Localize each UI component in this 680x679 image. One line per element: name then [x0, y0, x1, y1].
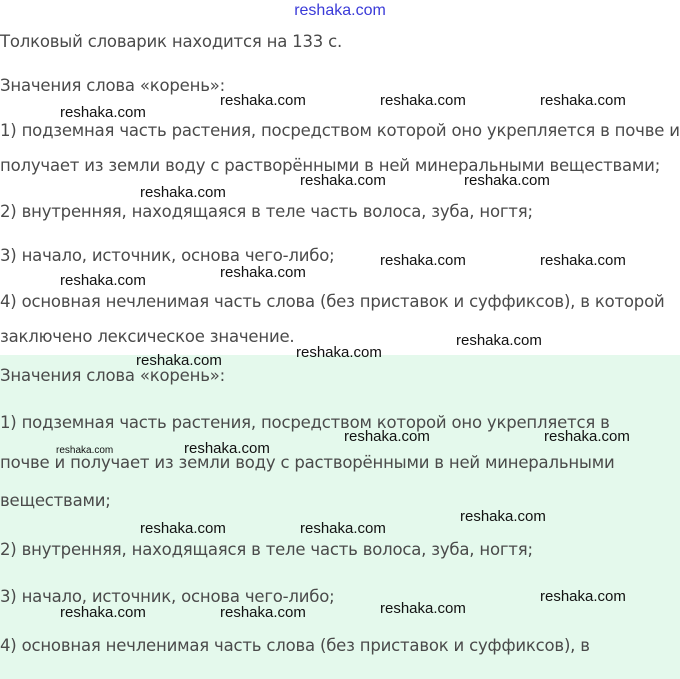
block2-meaning-1c: веществами; — [0, 491, 111, 510]
block1-meaning-1a: 1) подземная часть растения, посредством которой оно укрепляется в почве и — [0, 121, 680, 140]
watermark: reshaka.com — [220, 264, 306, 281]
watermark: reshaka.com — [140, 184, 226, 201]
watermark: reshaka.com — [220, 604, 306, 621]
watermark: reshaka.com — [380, 600, 466, 617]
intro-text: Толковый словарик находится на 133 с. — [0, 32, 343, 51]
watermark: reshaka.com — [456, 332, 542, 349]
block1-meaning-2: 2) внутренняя, находящаяся в теле часть волоса, зуба, ногтя; — [0, 202, 533, 221]
watermark: reshaka.com — [380, 252, 466, 269]
watermark: reshaka.com — [220, 92, 306, 109]
watermark: reshaka.com — [544, 428, 630, 445]
watermark: reshaka.com — [136, 352, 222, 369]
block1-heading: Значения слова «корень»: — [0, 76, 225, 95]
watermark: reshaka.com — [344, 428, 430, 445]
watermark: reshaka.com — [60, 604, 146, 621]
watermark: reshaka.com — [300, 172, 386, 189]
block2-meaning-3: 3) начало, источник, основа чего-либо; — [0, 587, 335, 606]
block2-meaning-2: 2) внутренняя, находящаяся в теле часть волоса, зуба, ногтя; — [0, 540, 533, 559]
watermark: reshaka.com — [56, 445, 114, 456]
block1-meaning-4b: заключено лексическое значение. — [0, 327, 295, 346]
block2-heading: Значения слова «корень»: — [0, 366, 225, 385]
watermark: reshaka.com — [540, 588, 626, 605]
watermark: reshaka.com — [540, 252, 626, 269]
watermark: reshaka.com — [460, 508, 546, 525]
block2-meaning-1b: почве и получает из земли воду с растворёнными в ней минеральными — [0, 453, 615, 472]
watermark: reshaka.com — [464, 172, 550, 189]
block1-meaning-3: 3) начало, источник, основа чего-либо; — [0, 246, 335, 265]
watermark: reshaka.com — [60, 272, 146, 289]
watermark: reshaka.com — [184, 440, 270, 457]
watermark: reshaka.com — [540, 92, 626, 109]
watermark: reshaka.com — [60, 104, 146, 121]
site-header-link[interactable]: reshaka.com — [294, 2, 386, 19]
block1-meaning-4a: 4) основная нечленимая часть слова (без приставок и суффиксов), в которой — [0, 292, 665, 311]
watermark: reshaka.com — [296, 344, 382, 361]
block2-meaning-4a: 4) основная нечленимая часть слова (без приставок и суффиксов), в — [0, 636, 590, 655]
answer-panel — [0, 355, 680, 679]
watermark: reshaka.com — [300, 520, 386, 537]
watermark: reshaka.com — [380, 92, 466, 109]
block2-meaning-1a: 1) подземная часть растения, посредством которой оно укрепляется в — [0, 413, 610, 432]
watermark: reshaka.com — [140, 520, 226, 537]
block1-meaning-1b: получает из земли воду с растворёнными в ней минеральными веществами; — [0, 156, 661, 175]
